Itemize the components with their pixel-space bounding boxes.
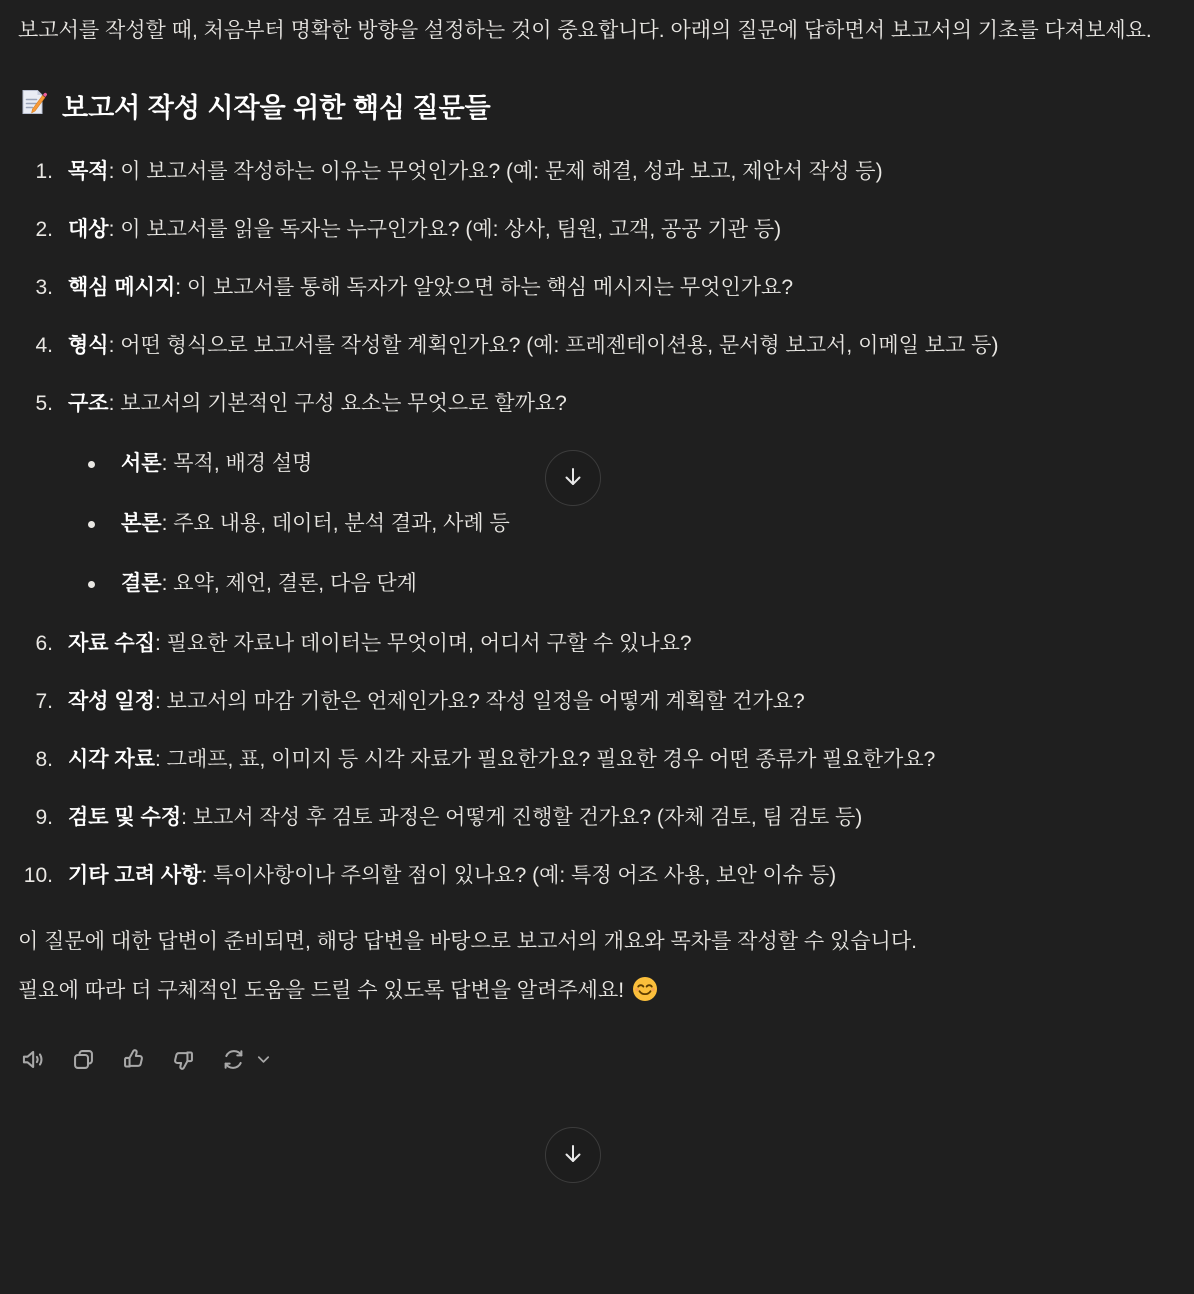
question-text [68,381,567,427]
scroll-to-bottom-button[interactable] [545,1127,601,1183]
list-number: 2. [35,218,53,241]
question-label: 구조 [68,392,109,415]
question-label: 핵심 메시지 [68,276,176,299]
question-label: 시각 자료 [68,748,155,771]
bullet-label: 본론 [121,512,162,535]
question-body: : 이 보고서를 작성하는 이유는 무엇인가요? (예: 문제 해결, 성과 보고, 제안서 작성 등) [108,160,883,183]
question-item [18,853,1180,899]
question-item [18,207,1180,253]
smiling-face-emoji [632,971,658,1020]
question-text [68,207,781,253]
question-body: : 이 보고서를 읽을 독자는 누구인가요? (예: 상사, 팀원, 고객, 공공 기관 등) [108,218,782,241]
question-item [18,737,1180,783]
question-label: 검토 및 수정 [68,806,182,829]
question-list [18,149,1180,899]
question-label: 작성 일정 [68,690,155,713]
list-number: 1. [35,160,53,183]
thumbs-up-button[interactable] [120,1046,147,1073]
question-body: : 이 보고서를 통해 독자가 알았으면 하는 핵심 메시지는 무엇인가요? [175,276,794,299]
question-text [68,323,998,369]
message-toolbar [20,1046,1180,1073]
question-text [68,737,935,783]
question-label: 자료 수집 [68,632,155,655]
question-body: : 그래프, 표, 이미지 등 시각 자료가 필요한가요? 필요한 경우 어떤 종류가 필요한가요? [154,748,936,771]
question-body: : 보고서의 마감 기한은 언제인가요? 작성 일정을 어떻게 계획할 건가요? [154,690,805,713]
list-number: 5. [35,392,53,415]
sub-bullet-item [18,501,1180,547]
section-heading-text: 보고서 작성 시작을 위한 핵심 질문들 [62,93,491,123]
question-text [68,853,836,899]
question-item [18,621,1180,667]
list-number: 6. [35,632,53,655]
closing-line-2: 필요에 따라 더 구체적인 도움을 드릴 수 있도록 답변을 알려주세요! [18,966,1180,1020]
closing-paragraph [18,917,1180,1020]
bullet-body: : 목적, 배경 설명 [161,452,313,475]
speaker-icon [20,1046,47,1073]
regenerate-group [220,1046,272,1073]
question-label: 기타 고려 사항 [68,864,202,887]
bullet-body: : 요약, 제언, 결론, 다음 단계 [161,572,417,595]
regenerate-button[interactable] [220,1046,247,1073]
question-body: : 보고서 작성 후 검토 과정은 어떻게 진행할 건가요? (자체 검토, 팀 검토 등) [181,806,863,829]
more-options-chevron[interactable] [255,1051,272,1068]
question-body: : 특이사항이나 주의할 점이 있나요? (예: 특정 어조 사용, 보안 이슈 등) [201,864,837,887]
question-item [18,323,1180,369]
copy-button[interactable] [70,1046,97,1073]
question-body: : 어떤 형식으로 보고서를 작성할 계획인가요? (예: 프레젠테이션용, 문서형 보고서, 이메일 보고 등) [108,334,999,357]
regenerate-icon [220,1046,247,1073]
question-text [68,795,862,841]
sub-bullet-item [18,561,1180,607]
section-heading [18,86,1180,125]
list-number: 7. [35,690,53,713]
list-number: 3. [35,276,53,299]
read-aloud-button[interactable] [20,1046,47,1073]
bullet-text [121,561,417,607]
question-item [18,265,1180,311]
sub-bullet-list [18,441,1180,607]
question-text [68,679,805,725]
bullet-dot [88,521,95,528]
question-text [68,149,883,195]
question-label: 대상 [68,218,109,241]
list-number: 9. [35,806,53,829]
question-text [68,265,793,311]
memo-icon [18,87,48,124]
arrow-down-icon [561,465,585,492]
bullet-label: 결론 [121,572,162,595]
bullet-label: 서론 [121,452,162,475]
bullet-text [121,501,510,547]
question-item [18,795,1180,841]
list-number: 4. [35,334,53,357]
question-body: : 필요한 자료나 데이터는 무엇이며, 어디서 구할 수 있나요? [154,632,692,655]
list-number: 10. [23,864,53,887]
bullet-dot [88,461,95,468]
question-label: 목적 [68,160,109,183]
question-label: 형식 [68,334,109,357]
closing-line-1: 이 질문에 대한 답변이 준비되면, 해당 답변을 바탕으로 보고서의 개요와 목차를 작성할 수 있습니다. [18,930,917,953]
arrow-down-icon [561,1142,585,1169]
bullet-text [121,441,312,487]
intro-paragraph: 보고서를 작성할 때, 처음부터 명확한 방향을 설정하는 것이 중요합니다. 아래의 질문에 답하면서 보고서의 기초를 다져보세요. [18,19,1152,42]
question-body: : 보고서의 기본적인 구성 요소는 무엇으로 할까요? [108,392,567,415]
question-item [18,381,1180,427]
scroll-to-bottom-button[interactable] [545,450,601,506]
question-item [18,679,1180,725]
question-text [68,621,692,667]
thumbs-down-icon [170,1046,197,1073]
thumbs-up-icon [120,1046,147,1073]
thumbs-down-button[interactable] [170,1046,197,1073]
question-item [18,149,1180,195]
bullet-dot [88,581,95,588]
bullet-body: : 주요 내용, 데이터, 분석 결과, 사례 등 [161,512,510,535]
copy-icon [70,1046,97,1073]
list-number: 8. [35,748,53,771]
chevron-down-icon [255,1051,272,1068]
